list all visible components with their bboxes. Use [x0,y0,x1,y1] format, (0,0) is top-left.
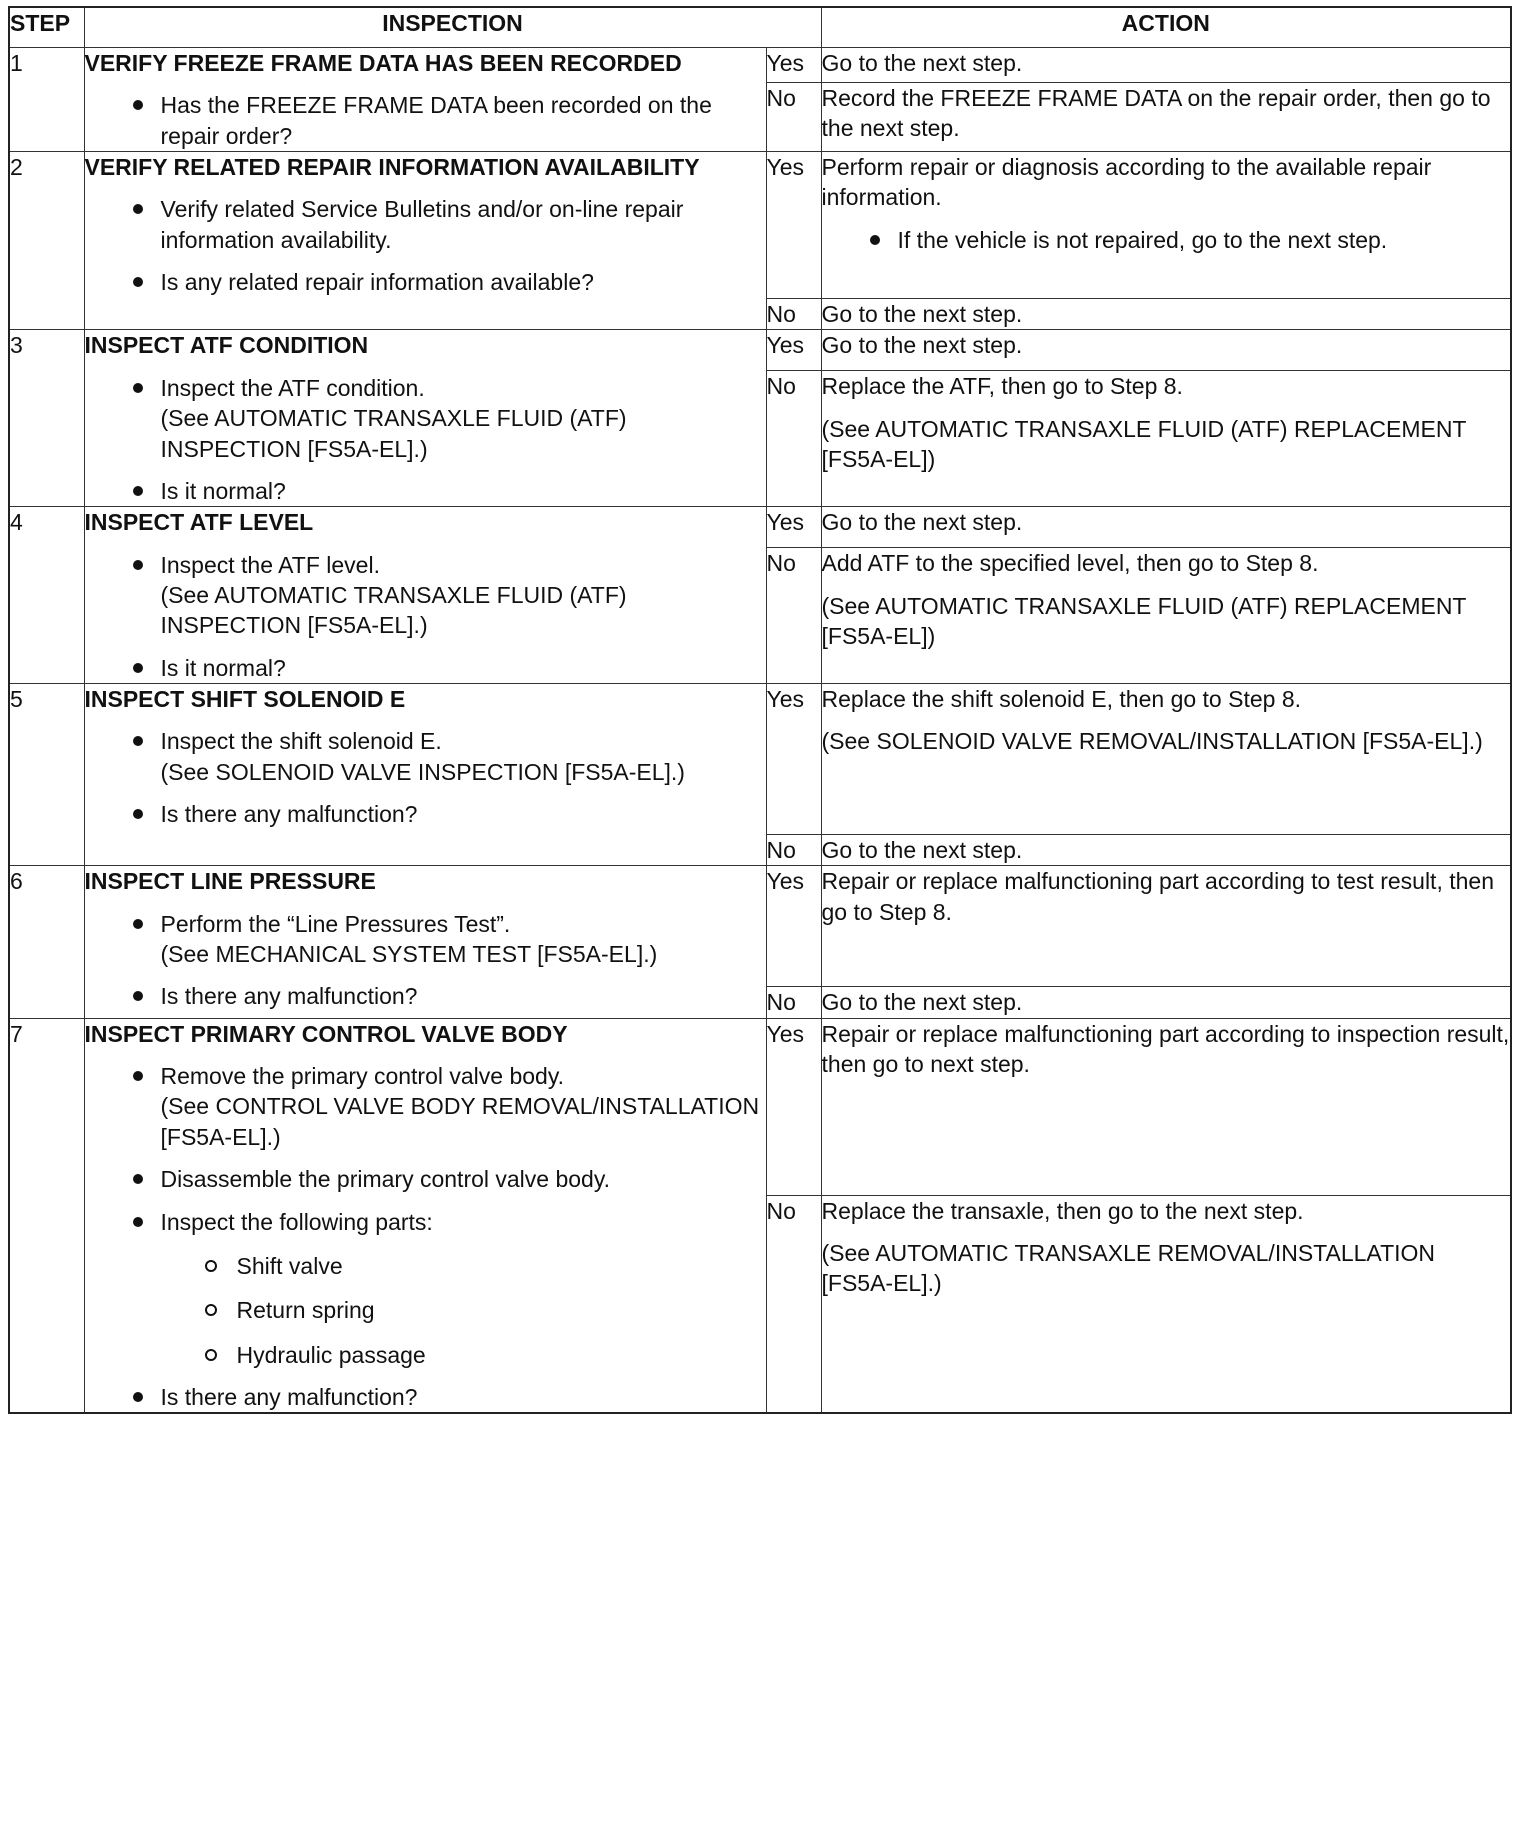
inspection-title: VERIFY FREEZE FRAME DATA HAS BEEN RECORDED [84,50,682,76]
no-label: No [766,835,821,866]
yes-label: Yes [766,684,821,835]
yes-label: Yes [766,48,821,83]
inspection-title: VERIFY RELATED REPAIR INFORMATION AVAILABILITY [84,154,700,181]
inspection-subitem: Hydraulic passage [161,1340,766,1370]
table-header-row [9,7,1511,48]
reference-note: (See AUTOMATIC TRANSAXLE FLUID (ATF) REPLACEMENT [FS5A-EL]) [821,415,1467,473]
step-7-yes-row [9,1018,1511,1195]
no-label: No [766,83,821,152]
inspection-bullet: Is there any malfunction? [85,799,766,829]
inspection-bullet: Is there any malfunction? [85,981,766,1011]
inspection-cell [84,866,766,1018]
inspection-bullet: Inspect the following parts: Shift valve Return spring Hydraulic passage [85,1207,766,1370]
action-bullet: If the vehicle is not repaired, go to the next step. [822,225,1510,255]
reference-note: (See SOLENOID VALVE INSPECTION [FS5A-EL].) [160,758,685,785]
inspection-bullet: Inspect the ATF level. [85,550,766,580]
inspection-cell [84,48,766,152]
inspection-bullet: Has the FREEZE FRAME DATA been recorded on the repair order? [85,90,766,151]
reference-note: (See CONTROL VALVE BODY REMOVAL/INSTALLATION [FS5A-EL].) [160,1093,760,1150]
inspection-bullet: Remove the primary control valve body. [85,1061,766,1091]
step-1-yes-row [9,48,1511,83]
bullet-icon [133,1392,143,1402]
inspection-bullet: Is any related repair information available? [85,267,766,297]
step-number: 5 [9,684,84,866]
sub-bullet-icon [205,1349,217,1361]
inspection-bullet: Is there any malfunction? [85,1382,766,1412]
bullet-icon [133,919,143,929]
no-action: Add ATF to the specified level, then go to Step 8. (See AUTOMATIC TRANSAXLE FLUID (ATF) REPLACEMENT [FS5A-EL]) [821,548,1511,684]
inspection-column-header: INSPECTION [84,7,821,48]
yes-label: Yes [766,866,821,987]
diagnostic-table [8,6,1512,1414]
inspection-title: INSPECT ATF LEVEL [84,509,314,536]
step-number: 2 [9,152,84,330]
yes-action: Go to the next step. [821,48,1511,83]
step-column-header: STEP [9,7,84,48]
no-action: Go to the next step. [821,987,1511,1018]
no-label: No [766,299,821,330]
inspection-subitem: Shift valve [161,1251,766,1281]
bullet-icon [133,383,143,393]
inspection-title: INSPECT SHIFT SOLENOID E [84,686,406,713]
diagnostic-procedure-page [8,6,1512,1414]
yes-label: Yes [766,507,821,548]
bullet-icon [133,991,143,1001]
inspection-cell [84,152,766,330]
bullet-icon [133,736,143,746]
yes-action: Replace the shift solenoid E, then go to Step 8. (See SOLENOID VALVE REMOVAL/INSTALLATION [FS5A-EL].) [821,684,1511,835]
step-number: 7 [9,1018,84,1413]
inspection-bullet: Verify related Service Bulletins and/or on-line repair information availability. [85,194,766,255]
bullet-icon [133,100,143,110]
inspection-title: INSPECT LINE PRESSURE [84,868,376,895]
no-label: No [766,371,821,507]
inspection-bullet: Inspect the ATF condition. [85,373,766,403]
reference-note: (See AUTOMATIC TRANSAXLE FLUID (ATF) INSPECTION [FS5A-EL].) [160,405,627,462]
inspection-bullet: Perform the “Line Pressures Test”. [85,909,766,939]
no-label: No [766,1195,821,1413]
inspection-cell [84,684,766,866]
sub-bullet-icon [205,1304,217,1316]
no-label: No [766,987,821,1018]
no-label: No [766,548,821,684]
bullet-icon [133,1174,143,1184]
bullet-icon [133,663,143,673]
inspection-cell [84,507,766,684]
reference-note: (See MECHANICAL SYSTEM TEST [FS5A-EL].) [160,941,658,968]
step-3-yes-row [9,330,1511,371]
no-action: Replace the transaxle, then go to the next step. (See AUTOMATIC TRANSAXLE REMOVAL/INSTALLATION [FS5A-EL].) [821,1195,1511,1413]
bullet-icon [133,1217,143,1227]
yes-label: Yes [766,1018,821,1195]
bullet-icon [133,560,143,570]
step-number: 3 [9,330,84,507]
reference-note: (See SOLENOID VALVE REMOVAL/INSTALLATION [FS5A-EL].) [821,728,1483,755]
inspection-bullet: Is it normal? [85,476,766,506]
yes-action: Repair or replace malfunctioning part according to test result, then go to Step 8. [821,866,1511,987]
bullet-icon [870,235,880,245]
inspection-cell [84,1018,766,1413]
inspection-title: INSPECT ATF CONDITION [84,332,369,359]
inspection-cell [84,330,766,507]
bullet-icon [133,1071,143,1081]
yes-action: Go to the next step. [821,330,1511,371]
reference-note: (See AUTOMATIC TRANSAXLE FLUID (ATF) INSPECTION [FS5A-EL].) [160,581,627,639]
step-2-yes-row [9,152,1511,299]
step-number: 4 [9,507,84,684]
no-action: Replace the ATF, then go to Step 8. (See AUTOMATIC TRANSAXLE FLUID (ATF) REPLACEMENT [FS5A-EL]) [821,371,1511,507]
yes-label: Yes [766,152,821,299]
inspection-bullet: Is it normal? [85,653,766,683]
bullet-icon [133,204,143,214]
yes-label: Yes [766,330,821,371]
bullet-icon [133,277,143,287]
action-column-header: ACTION [821,7,1511,48]
reference-note: (See AUTOMATIC TRANSAXLE REMOVAL/INSTALLATION [FS5A-EL].) [821,1240,1436,1297]
reference-note: (See AUTOMATIC TRANSAXLE FLUID (ATF) REPLACEMENT [FS5A-EL]) [821,592,1467,649]
no-action: Record the FREEZE FRAME DATA on the repair order, then go to the next step. [821,83,1511,152]
inspection-subitem: Return spring [161,1295,766,1325]
no-action: Go to the next step. [821,835,1511,866]
yes-action: Perform repair or diagnosis according to the available repair information. If the vehicle is not repaired, go to the next step. [821,152,1511,299]
bullet-icon [133,809,143,819]
inspection-bullet: Inspect the shift solenoid E. [85,726,766,756]
bullet-icon [133,486,143,496]
no-action: Go to the next step. [821,299,1511,330]
step-number: 6 [9,866,84,1018]
inspection-title: INSPECT PRIMARY CONTROL VALVE BODY [84,1020,568,1047]
step-4-yes-row [9,507,1511,548]
step-5-yes-row [9,684,1511,835]
inspection-bullet: Disassemble the primary control valve body. [85,1164,766,1194]
yes-action: Go to the next step. [821,507,1511,548]
step-6-yes-row [9,866,1511,987]
step-number: 1 [9,48,84,152]
sub-bullet-icon [205,1260,217,1272]
yes-action: Repair or replace malfunctioning part according to inspection result, then go to next step. [821,1018,1511,1195]
